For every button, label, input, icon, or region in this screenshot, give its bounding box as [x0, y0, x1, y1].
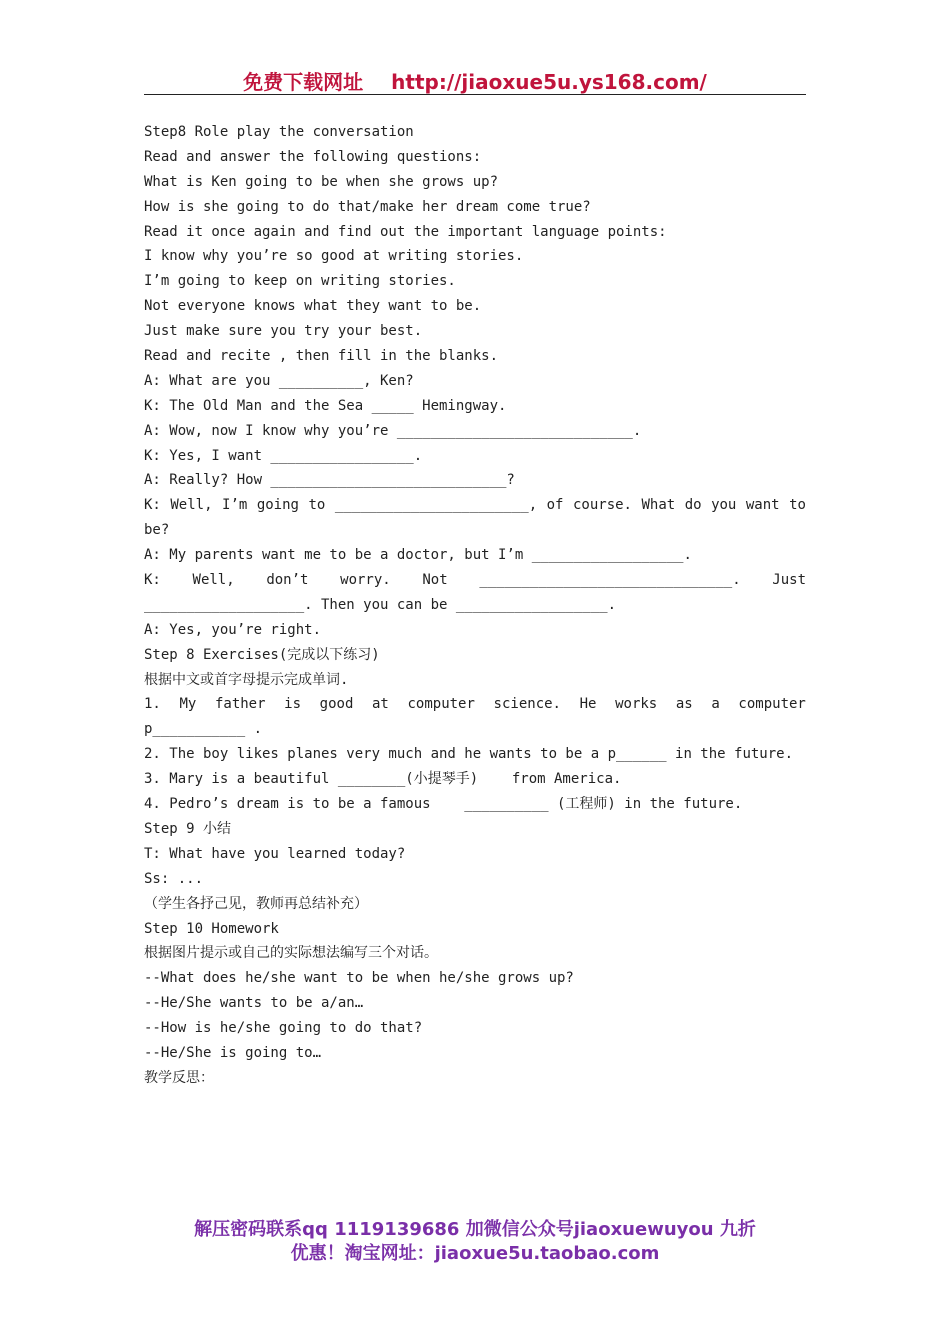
text-line: Read it once again and find out the important language points:: [144, 223, 667, 240]
blank: ______________________________.: [479, 572, 741, 589]
exercise-item: 2. The boy likes planes very much and he wants to be a p______ in the future.: [144, 746, 794, 763]
text-line: I know why you’re so good at writing stories.: [144, 248, 524, 265]
dialogue-line: A: Really? How ____________________________?: [144, 472, 515, 489]
text-line: I’m going to keep on writing stories.: [144, 273, 456, 290]
word: 1.: [144, 696, 161, 713]
text-line: Ss: ...: [144, 870, 204, 887]
word: father: [214, 696, 266, 713]
word: Well,: [192, 572, 235, 589]
dialogue-line: K: Yes, I want _________________.: [144, 447, 423, 464]
homework-line: --How is he/she going to do that?: [144, 1020, 423, 1037]
text-line: Not everyone knows what they want to be.: [144, 298, 482, 315]
word: Not: [422, 572, 448, 589]
word: going: [256, 497, 299, 514]
word: My: [179, 696, 197, 713]
dialogue-line: K: The Old Man and the Sea _____ Hemingway.: [144, 397, 507, 414]
word: Just: [772, 572, 806, 589]
text-line: Read and recite , then fill in the blanks.: [144, 348, 499, 365]
dialogue-line: A: What are you __________, Ken?: [144, 372, 414, 389]
dialogue-line: A: My parents want me to be a doctor, but I’m __________________.: [144, 547, 692, 564]
homework-line: --He/She wants to be a/an…: [144, 995, 364, 1012]
header-title: 免费下载网址: [243, 70, 364, 94]
exercise-item: 3. Mary is a beautiful ________(小提琴手) from America.: [144, 771, 622, 788]
exercise-item: 4. Pedro’s dream is to be a famous __________ (工程师) in the future.: [144, 796, 743, 813]
reflection-heading: 教学反思：: [144, 1069, 214, 1086]
dialogue-line-justified: [144, 568, 806, 593]
homework-line: --What does he/she want to be when he/she grows up?: [144, 970, 574, 987]
section-heading: Step 10 Homework: [144, 920, 279, 937]
word: computer: [407, 696, 475, 713]
word: computer: [738, 696, 806, 713]
word: He: [579, 696, 597, 713]
header: [144, 66, 806, 95]
instruction: 根据中文或首字母提示完成单词.: [144, 671, 349, 688]
word: you: [711, 497, 737, 514]
text-line: T: What have you learned today?: [144, 845, 406, 862]
dialogue-line: A: Wow, now I know why you’re ____________________________.: [144, 422, 642, 439]
header-url[interactable]: http://jiaoxue5u.ys168.com/: [391, 70, 707, 94]
word: What: [641, 497, 676, 514]
word: good: [319, 696, 354, 713]
section-heading: Step 8 Exercises(完成以下练习): [144, 646, 380, 663]
text-line: Read and answer the following questions:: [144, 148, 482, 165]
footer: [0, 1218, 950, 1266]
word: is: [284, 696, 302, 713]
dialogue-line: A: Yes, you’re right.: [144, 621, 322, 638]
document-body: [144, 120, 806, 1091]
word: don’t: [266, 572, 309, 589]
text-line: Just make sure you try your best.: [144, 323, 423, 340]
text-line: What is Ken going to be when she grows up?: [144, 173, 499, 190]
word: I’m: [222, 497, 248, 514]
word: do: [684, 497, 702, 514]
header-rule: [144, 94, 806, 95]
word: worry.: [340, 572, 391, 589]
word: K:: [144, 572, 161, 589]
footer-line-2: 优惠！淘宝网址：jiaoxue5u.taobao.com: [290, 1243, 660, 1264]
dialogue-line: ___________________. Then you can be __________________.: [144, 596, 617, 613]
dialogue-line: be?: [144, 522, 170, 539]
text-line: Step8 Role play the conversation: [144, 124, 414, 140]
word: to: [789, 497, 806, 514]
word: Well,: [170, 497, 213, 514]
blank: _______________________,: [334, 497, 538, 514]
word: of: [546, 497, 564, 514]
word: works: [615, 696, 658, 713]
word: to: [308, 497, 326, 514]
exercise-item: [144, 692, 806, 717]
footer-line-1: 解压密码联系qq 1119139686 加微信公众号jiaoxuewuyou 九折: [194, 1219, 756, 1240]
text-line: （学生各抒己见，教师再总结补充）: [144, 895, 368, 912]
word: a: [711, 696, 720, 713]
word: as: [675, 696, 693, 713]
text-line: How is she going to do that/make her dream come true?: [144, 198, 591, 215]
instruction: 根据图片提示或自己的实际想法编写三个对话。: [144, 945, 438, 962]
dialogue-line-justified: [144, 493, 806, 518]
exercise-item: p___________ .: [144, 721, 263, 738]
word: K:: [144, 497, 161, 514]
word: course.: [572, 497, 632, 514]
word: at: [372, 696, 389, 713]
word: want: [745, 497, 780, 514]
word: science.: [493, 696, 561, 713]
homework-line: --He/She is going to…: [144, 1044, 322, 1061]
section-heading: Step 9 小结: [144, 820, 232, 837]
